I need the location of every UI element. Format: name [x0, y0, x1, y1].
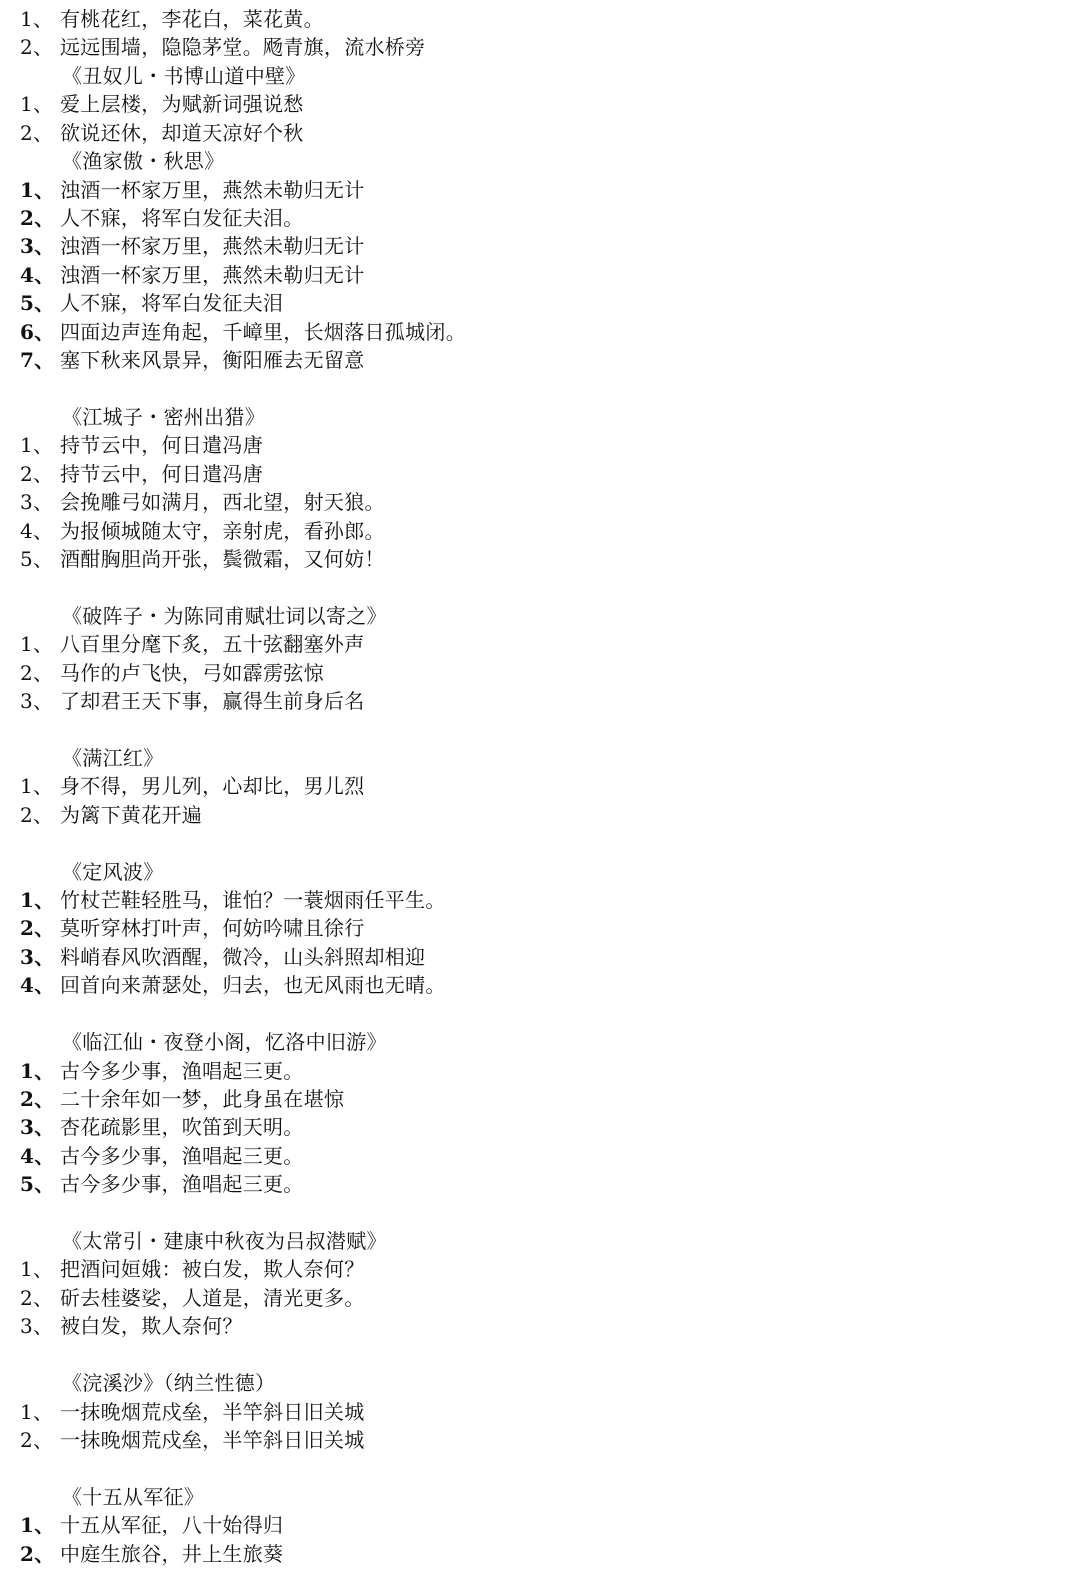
- item-number: 5、: [20, 546, 54, 571]
- item-number: 4、: [20, 1143, 55, 1168]
- item-text: 斫去桂婆娑，人道是，清光更多。: [60, 1285, 365, 1310]
- poem-title: 《满江红》: [62, 745, 164, 770]
- item-number: 2、: [20, 1285, 54, 1310]
- item-number: 5、: [20, 1172, 55, 1197]
- item-number: 2、: [20, 916, 55, 941]
- item-number: 1、: [20, 7, 54, 31]
- item-number: 2、: [20, 120, 54, 145]
- item-number: 2、: [20, 35, 54, 60]
- poem-title: 《定风波》: [62, 859, 164, 884]
- item-number: 1、: [20, 632, 54, 657]
- poem-title: 《浣溪沙》（纳兰性德）: [62, 1371, 276, 1396]
- item-number: 2、: [20, 461, 54, 486]
- item-number: 1、: [20, 1058, 55, 1083]
- item-text: 四面边声连角起，千嶂里，长烟落日孤城闭。: [60, 319, 466, 344]
- item-text: 持节云中，何日遣冯唐: [60, 461, 263, 486]
- item-text: 人不寐，将军白发征夫泪: [60, 291, 284, 316]
- item-number: 1、: [20, 888, 55, 913]
- poem-title: 《临江仙・夜登小阁，忆洛中旧游》: [62, 1030, 387, 1055]
- item-text: 莫听穿林打叶声，何妨吟啸且徐行: [60, 916, 365, 941]
- item-number: 4、: [20, 518, 54, 543]
- item-text: 古今多少事，渔唱起三更。: [60, 1172, 304, 1197]
- item-number: 3、: [20, 944, 55, 969]
- item-number: 1、: [20, 1399, 54, 1424]
- item-number: 2、: [20, 802, 54, 827]
- item-text: 浊酒一杯家万里，燕然未勒归无计: [60, 177, 365, 202]
- item-number: 1、: [20, 92, 54, 117]
- item-number: 2、: [20, 1541, 55, 1566]
- item-text: 为报倾城随太守，亲射虎，看孙郎。: [60, 518, 385, 543]
- item-number: 3、: [20, 234, 55, 259]
- item-text: 二十余年如一梦，此身虽在堪惊: [60, 1086, 345, 1111]
- item-text: 塞下秋来风景异，衡阳雁去无留意: [60, 348, 365, 373]
- item-text: 中庭生旅谷，井上生旅葵: [60, 1541, 284, 1566]
- item-text: 杏花疏影里，吹笛到天明。: [60, 1115, 304, 1140]
- item-text: 八百里分麾下炙，五十弦翻塞外声: [60, 632, 365, 657]
- item-number: 1、: [20, 177, 55, 202]
- item-number: 1、: [20, 774, 54, 799]
- item-text: 了却君王天下事，赢得生前身后名: [60, 689, 365, 714]
- item-number: 1、: [20, 1257, 54, 1282]
- item-text: 料峭春风吹酒醒，微冷，山头斜照却相迎: [60, 944, 426, 969]
- item-text: 持节云中，何日遣冯唐: [60, 433, 263, 458]
- item-text: 一抹晚烟荒戍垒，半竿斜日旧关城: [60, 1399, 365, 1424]
- item-text: 十五从军征，八十始得归: [60, 1513, 284, 1538]
- item-number: 1、: [20, 1513, 55, 1538]
- item-number: 6、: [20, 319, 55, 344]
- item-text: 一抹晚烟荒戍垒，半竿斜日旧关城: [60, 1428, 365, 1452]
- item-number: 2、: [20, 1086, 55, 1111]
- item-text: 会挽雕弓如满月，西北望，射天狼。: [60, 490, 385, 515]
- poem-title: 《江城子・密州出猎》: [62, 404, 265, 429]
- poem-title: 《丑奴儿・书博山道中壁》: [62, 63, 306, 88]
- item-number: 5、: [20, 291, 55, 316]
- item-text: 爱上层楼，为赋新词强说愁: [60, 92, 304, 117]
- item-text: 酒酣胸胆尚开张，鬓微霜，又何妨！: [60, 546, 385, 571]
- item-text: 欲说还休，却道天凉好个秋: [60, 120, 304, 145]
- item-text: 人不寐，将军白发征夫泪。: [60, 205, 304, 230]
- item-number: 2、: [20, 660, 54, 685]
- item-text: 古今多少事，渔唱起三更。: [60, 1058, 304, 1083]
- item-text: 被白发，欺人奈何？: [60, 1314, 243, 1339]
- item-text: 浊酒一杯家万里，燕然未勒归无计: [60, 262, 365, 287]
- item-text: 浊酒一杯家万里，燕然未勒归无计: [60, 234, 365, 259]
- item-number: 2、: [20, 205, 55, 230]
- item-number: 4、: [20, 262, 55, 287]
- item-number: 3、: [20, 1115, 55, 1140]
- item-number: 4、: [20, 973, 55, 998]
- item-number: 2、: [20, 1428, 54, 1452]
- item-number: 1、: [20, 433, 54, 458]
- poem-title: 《破阵子・为陈同甫赋壮词以寄之》: [62, 603, 387, 628]
- poem-title: 《渔家傲・秋思》: [62, 149, 225, 174]
- item-text: 有桃花红，李花白，菜花黄。: [60, 7, 324, 31]
- item-number: 7、: [20, 348, 55, 373]
- item-number: 3、: [20, 490, 54, 515]
- item-text: 古今多少事，渔唱起三更。: [60, 1143, 304, 1168]
- item-text: 马作的卢飞快，弓如霹雳弦惊: [60, 660, 324, 685]
- item-text: 身不得，男儿列，心却比，男儿烈: [60, 774, 365, 799]
- item-number: 3、: [20, 689, 54, 714]
- item-text: 为篱下黄花开遍: [60, 802, 203, 827]
- item-number: 3、: [20, 1314, 54, 1339]
- item-text: 竹杖芒鞋轻胜马，谁怕？一蓑烟雨任平生。: [60, 888, 446, 913]
- item-text: 回首向来萧瑟处，归去，也无风雨也无晴。: [60, 973, 446, 998]
- item-text: 把酒问姮娥：被白发，欺人奈何？: [60, 1257, 365, 1282]
- item-text: 远远围墙，隐隐茅堂。飏青旗，流水桥旁: [60, 35, 426, 60]
- poem-title: 《十五从军征》: [62, 1484, 205, 1509]
- poem-title: 《太常引・建康中秋夜为吕叔潜赋》: [62, 1229, 387, 1254]
